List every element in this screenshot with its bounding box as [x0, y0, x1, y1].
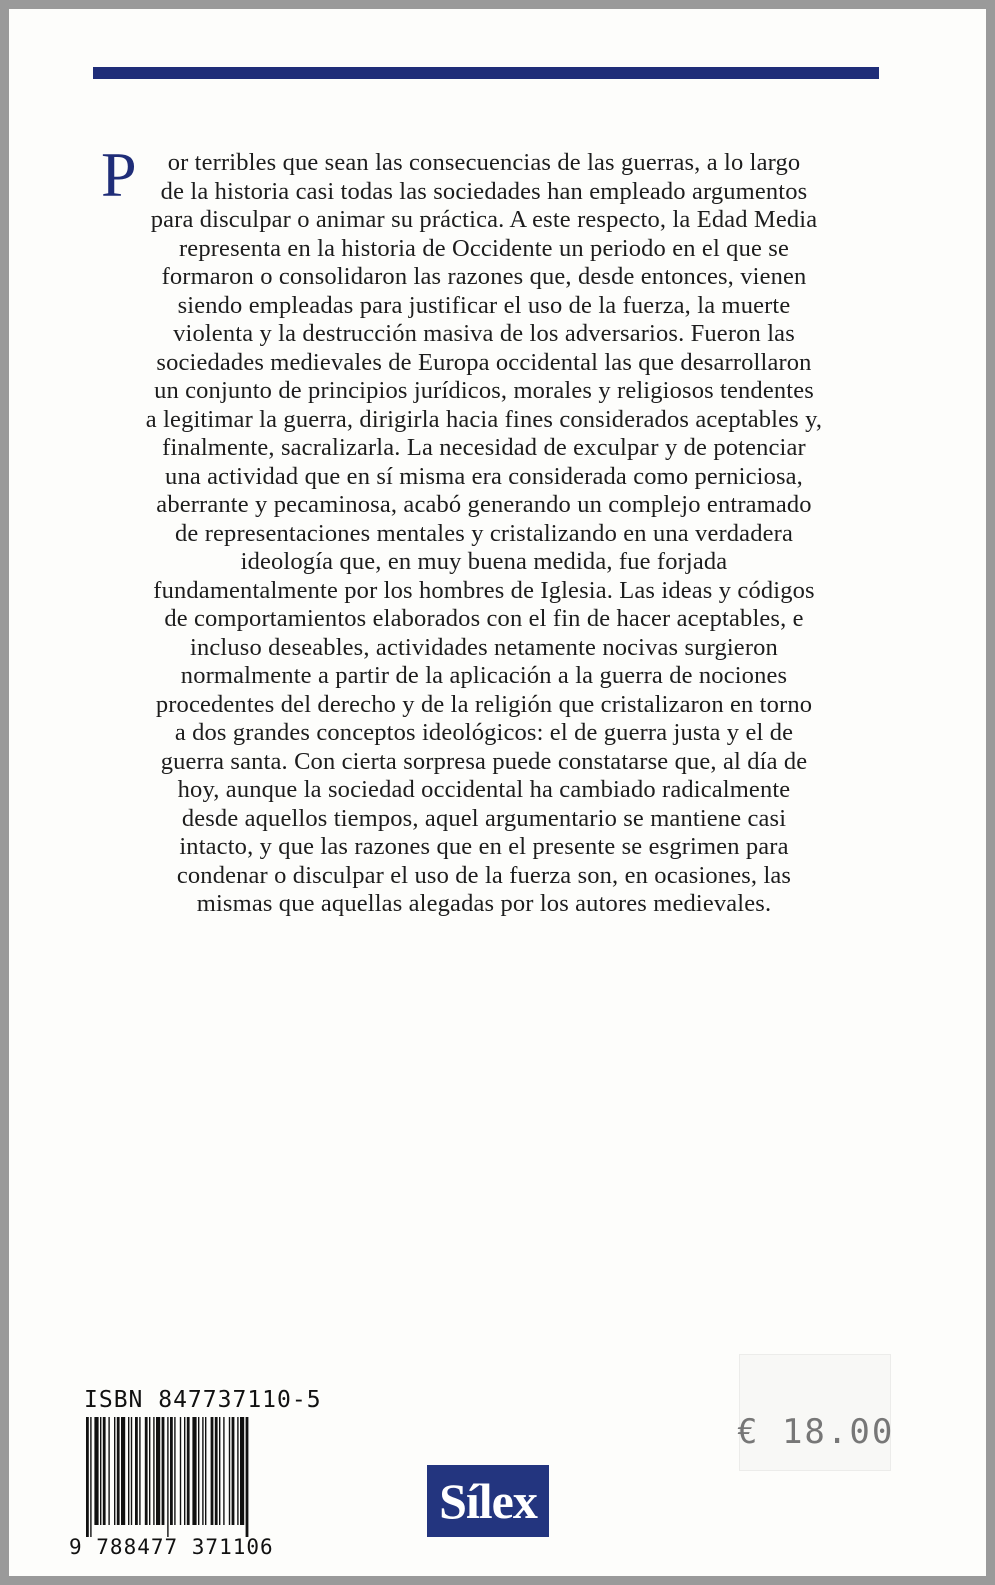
barcode-bar [145, 1417, 148, 1525]
barcode-bar [114, 1417, 115, 1525]
barcode-bar [86, 1417, 89, 1537]
barcode-bar [94, 1417, 98, 1525]
barcode-bar [229, 1417, 230, 1525]
barcode-bar [149, 1417, 150, 1525]
blurb-line: finalmente, sacralizarla. La necesidad de exculpar y de potenciar [162, 434, 806, 461]
barcode-bar [128, 1417, 129, 1525]
barcode-bar [180, 1417, 181, 1525]
blurb-line: mismas que aquellas alegadas por los autores medievales. [196, 890, 772, 917]
barcode-bar [174, 1417, 175, 1525]
blurb-line: de comportamientos elaborados con el fin de hacer aceptables, e [164, 605, 804, 632]
barcode-bar [153, 1417, 154, 1525]
barcode-bar [117, 1417, 120, 1525]
blurb-line: a legitimar la guerra, dirigirla hacia fines considerados aceptables y, [145, 405, 823, 433]
barcode-bar [240, 1417, 244, 1525]
blurb-line: una actividad que en sí misma era considerada como perniciosa, [165, 462, 803, 490]
barcode-bar [156, 1417, 160, 1525]
barcode-bar [237, 1417, 238, 1525]
blurb-line: siendo empleadas para justificar el uso de la fuerza, la muerte [177, 291, 791, 319]
blurb-line: guerra santa. Con cierta sorpresa puede constatarse que, al día de [160, 747, 808, 775]
barcode-bar [232, 1417, 235, 1525]
barcode-bar [167, 1417, 168, 1537]
blurb-line: incluso deseables, actividades netamente nocivas surgieron [190, 633, 778, 661]
barcode-bar [131, 1417, 132, 1525]
blurb-line: para disculpar o animar su práctica. A este respecto, la Edad Media [150, 206, 818, 233]
barcode-bar [162, 1417, 165, 1525]
blurb-line: procedentes del derecho y de la religión que cristalizaron en torno [155, 690, 813, 718]
barcode-digits: 9 788477 371106 [69, 1535, 274, 1559]
blurb-line: violenta y la destrucción masiva de los adversarios. Fueron las [173, 320, 795, 347]
barcode-bar [139, 1417, 140, 1525]
barcode-bars [84, 1417, 289, 1537]
blurb-line: desde aquellos tiempos, aquel argumentario se mantiene casi [181, 804, 787, 832]
blurb-line: ideología que, en muy buena medida, fue forjada [240, 548, 728, 575]
publisher-logo-text: Sílex [439, 1473, 537, 1529]
blurb-line: aberrante y pecaminosa, acabó generando un complejo entramado [156, 491, 812, 518]
price-label: € 18.00 [737, 1412, 895, 1452]
barcode-bar [205, 1417, 206, 1525]
blurb-line: a dos grandes conceptos ideológicos: el de guerra justa y el de [174, 719, 794, 746]
blurb-line: representa en la historia de Occidente un periodo en el que se [179, 234, 789, 262]
barcode-bar [170, 1417, 173, 1525]
blurb-line: normalmente a partir de la aplicación a la guerra de nociones [180, 662, 788, 689]
blurb-line: un conjunto de principios jurídicos, morales y religiosos tendentes [154, 377, 814, 404]
barcode-bar [187, 1417, 190, 1525]
barcode-bar [219, 1417, 220, 1525]
blurb-line: hoy, aunque la sociedad occidental ha cambiado radicalmente [177, 776, 791, 803]
blurb-line: de representaciones mentales y cristalizando en una verdadera [175, 519, 793, 547]
barcode-bar [202, 1417, 203, 1525]
barcode-bar [100, 1417, 101, 1525]
blurb-line: sociedades medievales de Europa occidental las que desarrollaron [156, 348, 812, 376]
barcode-bar [90, 1417, 91, 1537]
barcode-bar [184, 1417, 185, 1525]
barcode-bar [121, 1417, 125, 1525]
isbn-label: ISBN 847737110-5 [84, 1387, 322, 1413]
barcode-bar [215, 1417, 218, 1525]
drop-cap: P [101, 139, 137, 210]
blurb-line: or terribles que sean las consecuencias de las guerras, a lo largo [167, 149, 801, 176]
barcode-bar [135, 1417, 138, 1525]
blurb-line: formaron o consolidaron las razones que, desde entonces, vienen [161, 263, 807, 290]
publisher-logo [427, 1465, 549, 1537]
blurb-line: de la historia casi todas las sociedades han empleado argumentos [160, 177, 808, 205]
blurb-line: fundamentalmente por los hombres de Iglesia. Las ideas y códigos [153, 576, 815, 604]
barcode-image [84, 1417, 289, 1537]
top-blue-rule [93, 67, 879, 79]
barcode-bar [108, 1417, 109, 1525]
blurb-text [89, 149, 879, 919]
barcode-bar [223, 1417, 224, 1525]
barcode-bar [198, 1417, 199, 1525]
blurb-line: condenar o disculpar el uso de la fuerza son, en ocasiones, las [176, 861, 792, 889]
barcode-bar [103, 1417, 106, 1525]
barcode-bar [246, 1417, 249, 1537]
barcode-bar [192, 1417, 196, 1525]
blurb-line: intacto, y que las razones que en el presente se esgrimen para [179, 833, 789, 860]
barcode-bar [211, 1417, 214, 1525]
